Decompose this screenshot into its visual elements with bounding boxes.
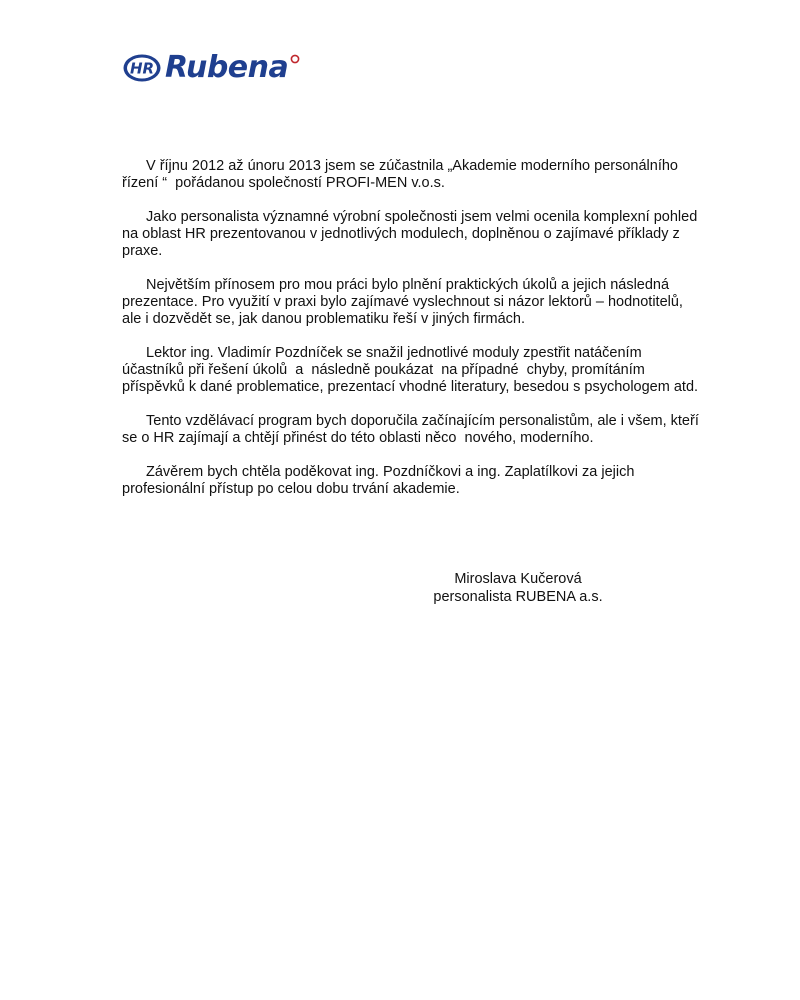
paragraph: Jako personalista významné výrobní společnosti jsem velmi ocenila komplexní pohled na oblast HR prezentovanou v jednotlivých modulech, doplněnou o zajímavé příklady z praxe. [122, 209, 702, 259]
signature-block [418, 570, 618, 606]
company-name: Rubena [165, 50, 289, 85]
company-logo [122, 50, 300, 86]
signatory-title: personalista RUBENA a.s. [433, 589, 603, 605]
paragraph: V říjnu 2012 až únoru 2013 jsem se zúčastnila „Akademie moderního personálního řízení “ pořádanou společností PROFI-MEN v.o.s. [122, 158, 683, 191]
paragraph: Závěrem bych chtěla poděkovat ing. Pozdníčkovi a ing. Zaplatílkovi za jejich profesionální přístup po celou dobu trvání akademie. [122, 464, 639, 497]
paragraph: Tento vzdělávací program bych doporučila začínajícím personalistům, ale i všem, kteří se o HR zajímají a chtějí přinést do této oblasti něco nového, moderního. [122, 413, 703, 446]
rubena-hr-logo-icon [122, 53, 162, 83]
paragraph: Lektor ing. Vladimír Pozdníček se snažil jednotlivé moduly zpestřit natáčením účastníků při řešení úkolů a následně poukázat na případné chyby, promítáním příspěvků k dané problematice, prezentací vhodné literatury, besedou s psychologem atd. [122, 345, 699, 395]
svg-text:HR: HR [129, 59, 155, 78]
brand-mark-icon [290, 54, 300, 64]
signatory-name: Miroslava Kučerová [454, 571, 582, 587]
paragraph: Největším přínosem pro mou práci bylo plnění praktických úkolů a jejich následná prezentace. Pro využití v praxi bylo zajímavé vyslechnout si názor lektorů – hodnotitelů, ale i dozvědět se, jak danou problematiku řeší v jiných firmách. [122, 277, 687, 327]
letter-body [122, 158, 702, 515]
